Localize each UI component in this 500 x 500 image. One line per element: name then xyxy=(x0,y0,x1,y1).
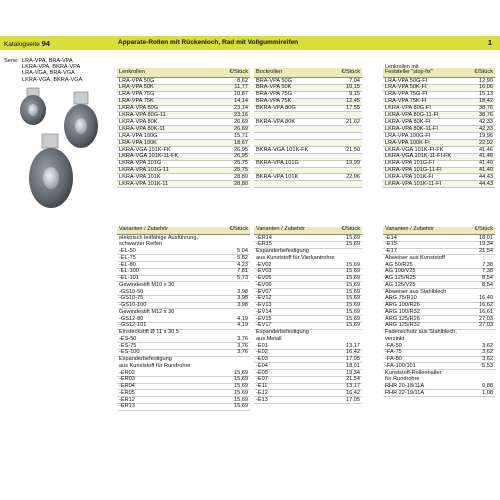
variant-code: ARG 100/R26 xyxy=(385,302,420,308)
column-header: Varianten / Zubehör xyxy=(256,226,306,233)
price: 38,76 xyxy=(479,112,493,119)
column-header: €/Stück xyxy=(229,226,248,233)
price: 15,69 xyxy=(346,234,360,241)
product-code: LKRA-VGA 101K-11-FK xyxy=(119,153,179,160)
variant-code: -GS10-100 xyxy=(119,302,147,308)
column-header-line: Feststeller "stop-fix" xyxy=(385,69,433,76)
variant-code: -EV14 xyxy=(256,308,272,315)
price: 15,71 xyxy=(234,132,248,139)
price: 15,69 xyxy=(346,261,360,268)
variant-code: -ES-50 xyxy=(119,335,137,342)
variant-code: -ES-100 xyxy=(119,349,140,356)
section-note xyxy=(117,242,250,249)
series-line: LRA-VGA, BRA-VGA xyxy=(22,70,75,77)
product-code: LRA-VPA 50K xyxy=(119,84,154,91)
variant-code: -ER12 xyxy=(119,396,135,403)
list-item xyxy=(117,370,250,377)
price: 3,76 xyxy=(237,342,248,349)
price: 18,67 xyxy=(234,139,248,146)
product-code: LKRA-VPA 80G-11 xyxy=(119,112,166,119)
section-note xyxy=(254,255,362,262)
note-text: verzinkt xyxy=(385,335,405,342)
table-row xyxy=(254,147,362,154)
column-header: €/Stück xyxy=(229,68,248,75)
product-code: LRA-VPA 100K xyxy=(119,139,157,146)
product-code: LRA-VPA 75G-FI xyxy=(385,91,428,98)
variant-code: -EV15 xyxy=(256,315,272,322)
price: 7,38 xyxy=(482,268,493,275)
note-text: Expanderbefestigung xyxy=(256,248,309,254)
variant-code: -E01 xyxy=(256,342,268,349)
note-text: aus Metall xyxy=(256,335,282,342)
variant-code: -FA-50 xyxy=(385,342,402,349)
variant-code: -EL-75 xyxy=(119,254,136,261)
section-note xyxy=(117,309,250,316)
catalog-header-bar xyxy=(0,36,500,50)
product-code: LRA-VPA 100G-FI xyxy=(385,132,431,139)
page-title: Apparate-Rollen mit Rückenloch, Rad mit Vollgummireifen xyxy=(118,39,299,46)
price: 26,95 xyxy=(234,146,248,153)
price: 41,40 xyxy=(479,160,493,167)
product-code: LRA-VPA 75G xyxy=(119,91,155,98)
table-row xyxy=(117,181,250,188)
variant-code: -EL-80 xyxy=(119,261,136,268)
price: 7,04 xyxy=(349,77,360,84)
price: 13,17 xyxy=(346,342,360,349)
table-header xyxy=(254,68,362,78)
list-item xyxy=(383,309,495,316)
product-code: LKRA-VPA 80K-FI xyxy=(385,118,431,125)
price: 15,69 xyxy=(346,308,360,315)
catalog-label-text: Katalogseite xyxy=(4,41,40,48)
price: 15,69 xyxy=(346,288,360,295)
lenkrollen-table xyxy=(117,68,250,188)
variant-code: -EV03 xyxy=(256,268,272,275)
column-header: €/Stück xyxy=(341,68,360,75)
price: 11,77 xyxy=(234,84,248,91)
product-code: BRA-VPA 75K xyxy=(256,98,292,105)
product-code: LKRA-VPA 80K-11 xyxy=(119,125,166,132)
product-code: LRA-VPA 75K xyxy=(119,98,154,105)
variant-code: AG 125/R25 xyxy=(385,275,416,281)
product-code: LKRA-VPA 101K xyxy=(119,174,161,181)
price: 3,76 xyxy=(237,335,248,342)
price: 10,15 xyxy=(346,84,360,91)
product-code: BRA-VPA 75G xyxy=(256,91,292,98)
table-row xyxy=(117,140,250,147)
price: 26,69 xyxy=(234,118,248,125)
note-text: für Rundrohre xyxy=(385,376,420,383)
price: 27,03 xyxy=(479,315,493,322)
variant-code: -FA-100/101 xyxy=(385,362,416,369)
product-code: LKRA-VPA 80G-FI xyxy=(385,105,431,112)
list-item xyxy=(254,363,362,370)
table-row xyxy=(254,106,362,113)
variant-code: -EV17 xyxy=(256,322,272,329)
catalog-page-label xyxy=(4,40,50,49)
price: 41,46 xyxy=(479,153,493,160)
variant-code: -EL-101 xyxy=(119,275,139,281)
product-code: LRA-VPA 50K-FI xyxy=(385,84,427,91)
variant-code: -EV05 xyxy=(256,275,272,281)
variant-code: -E12 xyxy=(256,389,268,396)
series-label: Serie: xyxy=(4,58,19,64)
list-item xyxy=(117,336,250,343)
section-note xyxy=(383,336,495,343)
variant-code: -ER03 xyxy=(119,376,135,383)
variant-code: AG 50/R25 xyxy=(385,261,413,268)
variant-code: ARG 125/R26 xyxy=(385,315,420,322)
list-item xyxy=(383,282,495,289)
price: 21,54 xyxy=(479,248,493,254)
section-note xyxy=(117,330,250,337)
feststeller-table xyxy=(383,63,495,188)
price: 4,19 xyxy=(237,322,248,329)
price: 21,54 xyxy=(346,376,360,383)
price: 22,92 xyxy=(479,139,493,146)
note-text: elektrisch leitfähige Ausführung, xyxy=(119,234,198,241)
price: 3,62 xyxy=(482,356,493,362)
note-text: Expanderbefestigung xyxy=(119,356,172,362)
table-row xyxy=(383,181,495,188)
price: 17,55 xyxy=(346,105,360,112)
price: 0,88 xyxy=(482,383,493,389)
variant-code: AG 125/V25 xyxy=(385,281,416,288)
price: 3,98 xyxy=(237,288,248,295)
price: 25,75 xyxy=(234,167,248,174)
list-item xyxy=(254,397,362,404)
note-text: Abweiser aus Stahlblech xyxy=(385,288,447,295)
variant-code: -E05 xyxy=(256,369,268,376)
variant-code: -ER15 xyxy=(256,241,272,248)
price: 5,73 xyxy=(237,275,248,281)
variant-code: -GS10-75 xyxy=(119,295,144,302)
section-note xyxy=(117,363,250,370)
price: 19,96 xyxy=(479,132,493,139)
price: 44,43 xyxy=(479,180,493,187)
list-item xyxy=(117,390,250,397)
price: 38,76 xyxy=(479,105,493,112)
price: 9,15 xyxy=(349,91,360,98)
product-code: LKRA-VPA 80K xyxy=(119,118,158,125)
column-header: Varianten / Zubehör xyxy=(385,226,435,233)
price: 17,05 xyxy=(346,396,360,403)
bockrollen-table xyxy=(254,68,362,188)
series-line: LRA-VPA, BRA-VPA xyxy=(22,58,73,64)
varianten-table-2 xyxy=(254,227,362,404)
product-code: LKRA-VPA 101K-11-FI xyxy=(385,180,442,187)
series-list xyxy=(22,58,82,83)
variant-code: -ER02 xyxy=(119,369,135,376)
list-item xyxy=(117,249,250,256)
price: 15,13 xyxy=(479,91,493,98)
variant-code: -GS12-101 xyxy=(119,322,147,329)
section-note xyxy=(383,255,495,262)
price: 15,69 xyxy=(234,376,248,383)
price: 25,75 xyxy=(234,160,248,167)
series-line: LKRA-VPA, BKRA-VPA xyxy=(22,64,81,71)
product-code: LKRA-VPA 101G-11 xyxy=(119,167,169,174)
product-code: LRA-VPA 50G-FI xyxy=(385,77,428,84)
small-wheel-icon xyxy=(20,88,46,125)
price: 16,42 xyxy=(346,349,360,356)
variant-code: ARG 100/R32 xyxy=(385,308,420,315)
price: 3,62 xyxy=(482,342,493,349)
price: 15,69 xyxy=(346,295,360,302)
list-item xyxy=(254,282,362,289)
product-code: BRA-VPA 50G xyxy=(256,77,292,84)
price: 1,08 xyxy=(482,389,493,396)
price: 19,99 xyxy=(346,160,360,167)
product-code: LKRA-VGA 101K-FK xyxy=(119,146,171,153)
varianten-table-1 xyxy=(117,227,250,411)
variant-code: -EV13 xyxy=(256,302,272,308)
price: 15,69 xyxy=(346,302,360,308)
table-row xyxy=(254,133,362,140)
column-header: €/Stück xyxy=(341,226,360,233)
note-text: Gewindestift M10 x 30 xyxy=(119,281,175,288)
table-header xyxy=(117,227,250,235)
note-text: Gewindestift M12 x 30 xyxy=(119,308,175,315)
product-code: LRA-VPA 50G xyxy=(119,77,155,84)
table-header xyxy=(254,227,362,235)
table-header xyxy=(117,68,250,78)
price: 27,03 xyxy=(479,322,493,329)
price: 28,80 xyxy=(234,180,248,187)
price: 16,06 xyxy=(479,84,493,91)
variant-code: -ER13 xyxy=(119,403,135,410)
variant-code: -E02 xyxy=(256,349,268,356)
price: 16,40 xyxy=(479,295,493,302)
price: 10,87 xyxy=(234,91,248,98)
column-header: Lenkrollen xyxy=(119,68,145,75)
product-code: LKRA-VPA 101G xyxy=(119,160,162,167)
table-header xyxy=(383,63,495,78)
product-code: LKRA-VPA 101K-FI xyxy=(385,174,434,181)
price: 3,98 xyxy=(237,302,248,308)
note-text: Einsteckstift Ø 11 x 30,5 xyxy=(119,329,179,335)
product-code: LKRA-VPA 80G xyxy=(119,105,159,112)
page-number: 1 xyxy=(487,38,492,47)
variant-code: -EV02 xyxy=(256,261,272,268)
price: 15,69 xyxy=(234,369,248,376)
product-code: BKRA-VPA 101G xyxy=(256,160,299,167)
note-text: aus Kunststoff für Rundrohre xyxy=(119,362,191,369)
price: 26,95 xyxy=(234,153,248,160)
variant-code: -ES-75 xyxy=(119,342,137,349)
price: 5,53 xyxy=(482,362,493,369)
price: 23,16 xyxy=(234,112,248,119)
price: 7,81 xyxy=(237,268,248,275)
product-code: LKRA-VGA 101K-FI-FK xyxy=(385,146,444,153)
price: 21,50 xyxy=(346,146,360,153)
variant-code: -GS10-50 xyxy=(119,288,144,295)
price: 21,02 xyxy=(346,118,360,125)
column-header: Bockrollen xyxy=(256,68,283,75)
column-header xyxy=(385,65,433,76)
price: 13,17 xyxy=(346,383,360,389)
price: 8,54 xyxy=(482,281,493,288)
variant-code: -GS12-80 xyxy=(119,315,144,322)
product-code: LKRA-VPA 80K-11-FI xyxy=(385,125,438,132)
price: 7,38 xyxy=(482,261,493,268)
column-header-line: Lenkrollen mit xyxy=(385,63,419,70)
large-wheel-icon xyxy=(29,134,73,208)
price: 19,34 xyxy=(346,369,360,376)
price: 15,69 xyxy=(346,268,360,275)
product-code: LRA-VPA 100G xyxy=(119,132,158,139)
price: 5,82 xyxy=(237,254,248,261)
list-item xyxy=(383,390,495,397)
price: 15,69 xyxy=(234,403,248,410)
price: 4,23 xyxy=(237,261,248,268)
variant-code: -E15 xyxy=(385,241,397,248)
note-text: aus Kunststoff für Vierkantrohre xyxy=(256,254,335,261)
product-code: BRA-VPA 50K xyxy=(256,84,292,91)
section-note xyxy=(117,282,250,289)
medium-wheel-icon xyxy=(64,92,98,148)
product-code: LKRA-VGA 101K-11-FI-FK xyxy=(385,153,452,160)
variant-code: RHR 20-18/11A xyxy=(385,383,425,389)
table-row xyxy=(254,181,362,188)
table-header xyxy=(383,227,495,235)
product-code: LRA-VPA 100K-FI xyxy=(385,139,430,146)
price: 42,33 xyxy=(479,118,493,125)
list-item xyxy=(254,309,362,316)
price: 19,34 xyxy=(479,241,493,248)
varianten-table-3 xyxy=(383,227,495,397)
price: 15,69 xyxy=(346,315,360,322)
note-text: schwarzer Reifen xyxy=(119,241,163,248)
price: 15,69 xyxy=(346,281,360,288)
price: 16,62 xyxy=(479,302,493,308)
note-text: Kunststoff-Rollenhalter xyxy=(385,369,442,376)
price: 17,05 xyxy=(346,356,360,362)
variant-code: -E11 xyxy=(256,383,268,389)
list-item xyxy=(383,363,495,370)
variant-code: -FA-80 xyxy=(385,356,402,362)
product-code: LKRA-VPA 101K-11 xyxy=(119,180,169,187)
price: 18,01 xyxy=(346,362,360,369)
note-text: Abweiser aus Kunststoff xyxy=(385,254,445,261)
variant-code: -EV07 xyxy=(256,288,272,295)
price: 15,69 xyxy=(346,241,360,248)
variant-code: -EV12 xyxy=(256,295,272,302)
price: 8,62 xyxy=(237,77,248,84)
variant-code: -ER04 xyxy=(119,383,135,389)
product-code: BKRA-VPA 80G xyxy=(256,105,296,112)
table-row xyxy=(254,161,362,168)
castor-wheels-image xyxy=(14,86,114,214)
price: 18,01 xyxy=(479,234,493,241)
price: 12,90 xyxy=(479,77,493,84)
price: 41,40 xyxy=(479,167,493,174)
table-row xyxy=(254,174,362,181)
table-row xyxy=(254,140,362,147)
price: 41,46 xyxy=(479,146,493,153)
price: 22,96 xyxy=(346,174,360,181)
price: 23,14 xyxy=(234,105,248,112)
variant-code: -EL-50 xyxy=(119,248,136,254)
variant-code: -EL-100 xyxy=(119,268,139,275)
price: 44,43 xyxy=(479,174,493,181)
list-item xyxy=(117,384,250,391)
variant-code: -ER05 xyxy=(119,389,135,396)
price: 28,80 xyxy=(234,174,248,181)
table-row xyxy=(117,133,250,140)
price: 15,69 xyxy=(346,322,360,329)
product-code: LKRA-VPA 101G-FI xyxy=(385,160,435,167)
price: 26,69 xyxy=(234,125,248,132)
variant-code: -E14 xyxy=(385,234,397,241)
product-code: BKRA-VPA 80K xyxy=(256,118,296,125)
variant-code: -E07 xyxy=(256,376,268,383)
note-text: Fadenschutz aus Stahlblech, xyxy=(385,329,457,335)
variant-code: -E03 xyxy=(256,356,268,362)
note-text: Expanderbefestigung xyxy=(256,329,309,335)
variant-code: ARG 125/R32 xyxy=(385,322,420,329)
series-line: LKRA-VGA, BKRA-VGA xyxy=(22,76,83,83)
price: 5,04 xyxy=(237,248,248,254)
variant-code: ARG 75/R10 xyxy=(385,295,417,302)
price: 14,14 xyxy=(234,98,248,105)
product-code: LKRA-VPA 101G-11-FI xyxy=(385,167,442,174)
variant-code: -E04 xyxy=(256,362,268,369)
variant-code: AG 100/V25 xyxy=(385,268,416,275)
column-header: €/Stück xyxy=(474,226,493,233)
list-item xyxy=(117,404,250,411)
list-item xyxy=(117,255,250,262)
price: 15,69 xyxy=(234,396,248,403)
price: 18,42 xyxy=(479,98,493,105)
price: 42,33 xyxy=(479,125,493,132)
table-row xyxy=(383,133,495,140)
variant-code: -E13 xyxy=(256,396,268,403)
variant-code: -E17 xyxy=(385,248,397,254)
column-header: Varianten / Zubehör xyxy=(119,226,169,233)
table-row xyxy=(254,126,362,133)
price: 3,76 xyxy=(237,349,248,356)
product-code: LRA-VPA 75K-FI xyxy=(385,98,427,105)
variant-code: -ER14 xyxy=(256,234,272,241)
price: 3,98 xyxy=(237,295,248,302)
price: 16,61 xyxy=(479,308,493,315)
section-note xyxy=(254,336,362,343)
price: 12,45 xyxy=(346,98,360,105)
table-row xyxy=(254,119,362,126)
price: 15,69 xyxy=(234,389,248,396)
price: 15,69 xyxy=(346,275,360,281)
variant-code: -EV06 xyxy=(256,281,272,288)
product-code: BKRA-VPA 101K xyxy=(256,174,299,181)
list-item xyxy=(117,397,250,404)
price: 8,54 xyxy=(482,275,493,281)
price: 3,62 xyxy=(482,349,493,356)
price: 16,42 xyxy=(346,389,360,396)
catalog-page-number: 94 xyxy=(41,39,50,48)
list-item xyxy=(117,377,250,384)
product-code: BKRA-VGA 101K-FK xyxy=(256,146,309,153)
price: 15,69 xyxy=(234,383,248,389)
variant-code: -FA-75 xyxy=(385,349,402,356)
list-item xyxy=(254,390,362,397)
variant-code: RHR 22-19/11A xyxy=(385,389,425,396)
table-row xyxy=(383,140,495,147)
product-code: LKRA-VPA 80G-11-FI xyxy=(385,112,439,119)
price: 4,19 xyxy=(237,315,248,322)
column-header: €/Stück xyxy=(474,68,493,75)
